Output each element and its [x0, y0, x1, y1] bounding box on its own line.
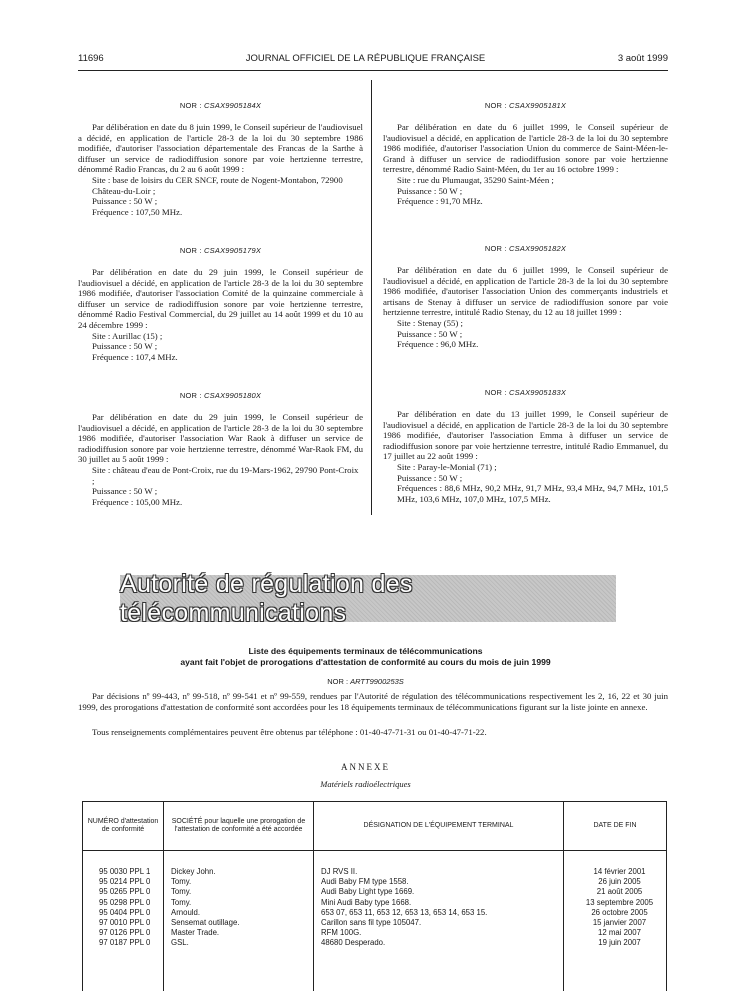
- nor-reference: NOR : ARTT9900253S: [327, 677, 404, 686]
- column-header-designation: DÉSIGNATION DE L'ÉQUIPEMENT TERMINAL: [314, 802, 564, 851]
- table-row: [83, 938, 666, 948]
- attestation-number: 95 0265 PPL 0: [99, 887, 151, 897]
- notice-power: Puissance : 50 W ;: [92, 196, 158, 207]
- notice-power: Puissance : 50 W ;: [397, 328, 463, 339]
- attestation-number: 97 0187 PPL 0: [99, 938, 151, 948]
- table-row: [83, 867, 666, 877]
- nor-reference: NOR : CSAX9905179X: [179, 246, 262, 255]
- page-header: [0, 53, 731, 67]
- attestation-number: 95 0030 PPL 1: [99, 867, 151, 876]
- end-date: 12 mai 2007: [598, 928, 641, 938]
- list-title-line2: ayant fait l'objet de prorogations d'attestation de conformité au cours du mois de juin 1999: [180, 657, 551, 667]
- end-date: 26 octobre 2005: [591, 907, 648, 917]
- end-date: 13 septembre 2005: [585, 897, 654, 907]
- notice-paragraph: Par délibération en date du 6 juillet 1999, le Conseil supérieur de l'audiovisuel a décidé, en application de l'article 28-3 de la loi du 30 septembre 1986 modifiée, d'autoriser l'association Union du commerce de Saint-Méen-le-Grand à diffuser un service de radiodiffusion sonore par voie hertzienne terrestre, dénommé Radio Saint-Méen, du 1er au 16 octobre 1999 :: [383, 122, 668, 175]
- notice-frequency: Fréquence : 105,00 MHz.: [92, 496, 183, 507]
- section-banner-title: Autorité de régulation des télécommunications: [120, 569, 413, 627]
- notice-paragraph: Par délibération en date du 6 juillet 1999, le Conseil supérieur de l'audiovisuel a décidé, en application de l'article 28-3 de la loi du 30 septembre 1986 modifiée, d'autoriser l'association Union des commerçants industriels et artisans de Stenay à diffuser un service de radiodiffusion sonore par voie hertzienne terrestre, intitulé Radio Stenay, du 12 au 18 juillet 1999 :: [383, 265, 668, 318]
- attestation-number: 95 0214 PPL 0: [99, 877, 151, 887]
- nor-reference: NOR : CSAX9905181X: [484, 101, 567, 110]
- issue-date: 3 août 1999: [617, 53, 668, 64]
- company-name: Master Trade.: [171, 928, 220, 938]
- table-row: [83, 918, 666, 928]
- notice-frequency: Fréquences : 88,6 MHz, 90,2 MHz, 91,7 MHz, 93,4 MHz, 94,7 MHz, 101,5 MHz, 103,6 MHz, 107,0 MHz, 107,5 MHz.: [397, 483, 668, 504]
- notice-block: [383, 388, 668, 504]
- company-name: Dickey John.: [171, 867, 216, 876]
- annexe-heading: ANNEXE: [341, 762, 390, 772]
- notice-power: Puissance : 50 W ;: [397, 185, 463, 196]
- annexe-subtitle: Matériels radioélectriques: [320, 779, 411, 789]
- company-name: Tomy.: [171, 887, 192, 897]
- attestation-number: 95 0298 PPL 0: [99, 897, 151, 907]
- notice-site: Site : Aurillac (15) ;: [92, 330, 163, 341]
- equipment-designation: Carillon sans fil type 105047.: [321, 917, 422, 927]
- company-name: Tomy.: [171, 877, 192, 887]
- notice-block: [383, 101, 668, 207]
- end-date: 14 février 2001: [593, 867, 646, 876]
- list-intro: Par décisions nº 99-443, nº 99-518, nº 99-541 et nº 99-559, rendues par l'Autorité de régulation des télécommunications respectivement les 2, 16, 22 et 30 juin 1999, des prorogations d'attestation de conformité sont accordées pour les 18 équipements terminaux de télécommunications figurant sur la liste jointe en annexe.: [78, 691, 668, 712]
- notice-site: Site : rue du Plumaugat, 35290 Saint-Méen ;: [397, 174, 554, 185]
- table-body: [83, 867, 666, 949]
- equipment-designation: 48680 Desperado.: [321, 938, 386, 948]
- notice-paragraph: Par délibération en date du 29 juin 1999, le Conseil supérieur de l'audiovisuel a décidé, en application de l'article 28-3 de la loi du 30 septembre 1986 modifiée, d'autoriser l'association War Raok à diffuser un service de radiodiffusion sonore par voie hertzienne terrestre, dénommé War-Raok FM, du 30 juillet au 5 août 1999 :: [78, 412, 363, 465]
- company-name: Arnould.: [171, 907, 201, 917]
- notice-paragraph: Par délibération en date du 8 juin 1999, le Conseil supérieur de l'audiovisuel a décidé, en application de l'article 28-3 de la loi du 30 septembre 1986 modifiée, d'autoriser l'association départementale des Francas de la Sarthe à diffuser un service de radiodiffusion sonore par voie hertzienne terrestre, dénommé Radio Francas, du 2 au 6 août 1999 :: [78, 122, 363, 175]
- equipment-designation: RFM 100G.: [321, 928, 362, 938]
- notice-site: Site : base de loisirs du CER SNCF, route de Nogent-Montabon, 72900 Château-du-Loir ;: [92, 174, 343, 196]
- notice-frequency: Fréquence : 107,50 MHz.: [92, 206, 183, 217]
- equipment-designation: 653 07, 653 11, 653 12, 653 13, 653 14, 653 15.: [321, 907, 488, 917]
- notice-power: Puissance : 50 W ;: [397, 472, 463, 483]
- notice-power: Puissance : 50 W ;: [92, 341, 158, 352]
- equipment-designation: Audi Baby FM type 1558.: [321, 877, 409, 887]
- notice-block: [78, 246, 363, 362]
- notice-block: [78, 391, 363, 507]
- notice-power: Puissance : 50 W ;: [92, 486, 158, 497]
- attestation-number: 97 0126 PPL 0: [99, 928, 151, 938]
- table-row: [83, 928, 666, 938]
- list-title-line1: Liste des équipements terminaux de télécommunications: [248, 646, 483, 656]
- table-row: [83, 877, 666, 887]
- table-row: [83, 898, 666, 908]
- equipment-table: [82, 801, 667, 991]
- table-row: [83, 908, 666, 918]
- equipment-designation: Mini Audi Baby type 1668.: [321, 897, 412, 907]
- notice-frequency: Fréquence : 107,4 MHz.: [92, 351, 178, 362]
- equipment-designation: Audi Baby Light type 1669.: [321, 887, 415, 897]
- company-name: GSL.: [171, 938, 189, 948]
- notice-block: [383, 244, 668, 350]
- equipment-designation: DJ RVS II.: [321, 867, 358, 876]
- nor-reference: NOR : CSAX9905180X: [179, 391, 262, 400]
- company-name: Sensemat outillage.: [171, 917, 240, 927]
- notice-frequency: Fréquence : 96,0 MHz.: [397, 339, 479, 350]
- section-banner: [120, 569, 616, 627]
- column-header-number: NUMÉRO d'attestation de conformité: [83, 802, 164, 851]
- end-date: 26 juin 2005: [598, 877, 641, 887]
- notice-site: Site : Stenay (55) ;: [397, 317, 463, 328]
- table-row: [83, 887, 666, 897]
- journal-title: JOURNAL OFFICIEL DE LA RÉPUBLIQUE FRANÇAISE: [245, 53, 486, 64]
- company-name: Tomy.: [171, 897, 192, 907]
- end-date: 21 août 2005: [596, 887, 643, 897]
- nor-reference: NOR : CSAX9905182X: [484, 244, 567, 253]
- list-contact: Tous renseignements complémentaires peuvent être obtenus par téléphone : 01-40-47-71-31 ou 01-40-47-71-22.: [92, 727, 487, 737]
- end-date: 19 juin 2007: [598, 938, 641, 948]
- nor-reference: NOR : CSAX9905183X: [484, 388, 567, 397]
- notice-site: Site : château d'eau de Pont-Croix, rue du 19-Mars-1962, 29790 Pont-Croix ;: [92, 464, 359, 486]
- header-rule: [78, 70, 668, 71]
- attestation-number: 95 0404 PPL 0: [99, 907, 151, 917]
- notice-paragraph: Par délibération en date du 13 juillet 1999, le Conseil supérieur de l'audiovisuel a décidé, en application de l'article 28-3 de la loi du 30 septembre 1986 modifiée, d'autoriser l'association Emma à diffuser un service de radiodiffusion sonore par voie hertzienne terrestre, intitulé Radio Emmanuel, du 17 juillet au 22 août 1999 :: [383, 409, 668, 462]
- attestation-number: 97 0010 PPL 0: [99, 917, 151, 927]
- notice-site: Site : Paray-le-Monial (71) ;: [397, 461, 497, 472]
- notice-block: [78, 101, 363, 217]
- nor-reference: NOR : CSAX9905184X: [179, 101, 262, 110]
- column-header-end-date: DATE DE FIN: [564, 802, 666, 851]
- notice-frequency: Fréquence : 91,70 MHz.: [397, 196, 483, 207]
- end-date: 15 janvier 2007: [592, 917, 647, 927]
- notice-paragraph: Par délibération en date du 29 juin 1999, le Conseil supérieur de l'audiovisuel a décidé, en application de l'article 28-3 de la loi du 30 septembre 1986 modifiée, d'autoriser l'association Comité de la quinzaine commerciale à diffuser un service de radiodiffusion sonore par voie hertzienne terrestre, dénommé Radio Festival Commercial, du 29 juillet au 14 août 1999 et du 10 au 24 décembre 1999 :: [78, 267, 363, 330]
- page-number: 11696: [78, 53, 104, 64]
- column-header-company: SOCIÉTÉ pour laquelle une prorogation de l'attestation de conformité a été accordée: [164, 802, 314, 851]
- column-divider: [371, 80, 372, 515]
